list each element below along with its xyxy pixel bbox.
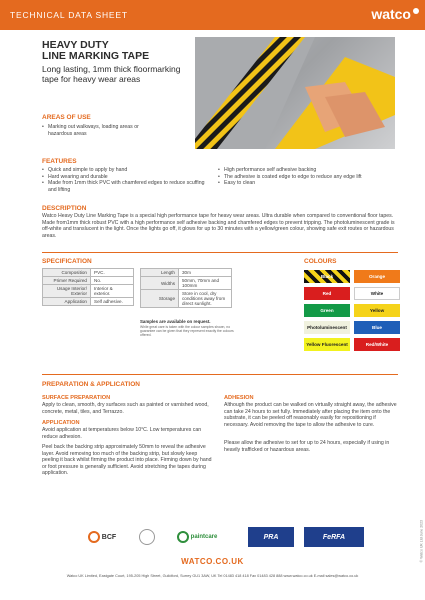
colour-swatch-red-white: Red/White [354,338,400,351]
spec-key: Application [43,298,91,306]
features-right-list [218,167,398,187]
table-row [43,269,134,277]
product-subtitle: Long lasting, 1mm thick floormarking tape for heavy wear areas [42,64,181,84]
colour-swatch-red: Red [304,287,350,300]
spec-key: Widths [141,277,179,290]
list-item: • Made from 1mm thick PVC with chamfered edges to reduce scuffing and lifting [42,180,212,193]
samples-note: While great care is taken with the colour samples shown, no guarantee can be given that they represent exactly the colours offered. [140,325,234,338]
product-title [42,40,192,62]
list-item: • Quick and simple to apply by hand [42,167,212,174]
copyright-note: © Watco UK Ltd June 2023 [419,520,423,563]
product-photo-illustration [195,37,395,149]
samples-title: Samples are available on request. [140,319,211,324]
spec-value: Self adhesive. [91,298,134,306]
spec-key: Composition [43,269,91,277]
areas-of-use-heading: AREAS OF USE [42,114,91,121]
application-heading: APPLICATION [42,420,80,426]
divider [42,374,398,375]
title-line-1: HEAVY DUTY [42,39,109,51]
list-item: • Hard wearing and durable [42,174,212,181]
seal-logo [132,527,162,547]
paintcare-logo-icon [177,531,189,543]
colour-swatch-green: Green [304,304,350,317]
areas-of-use-list [42,124,162,137]
spec-value: Interior & exterior. [91,285,134,298]
spec-value: PVC. [91,269,134,277]
ferfa-logo: FeRFA [304,527,364,547]
specification-heading: SPECIFICATION [42,258,92,265]
surface-preparation-heading: SURFACE PREPARATION [42,395,111,401]
surface-preparation-text: Apply to clean, smooth, dry surfaces such as painted or varnished wood, concrete, metal, tiles, and Terrazzo. [42,402,209,415]
colour-swatch-orange: Orange [354,270,400,283]
accreditation-logos [80,527,370,549]
spec-key: Storage [141,290,179,308]
table-row [43,285,134,298]
title-line-2: LINE MARKING TAPE [42,50,150,62]
application-text-1: Avoid application at temperatures below 10°C. Low temperatures can reduce adhesion. [42,427,202,440]
adhesion-heading: ADHESION [224,395,254,401]
spec-table-left [42,268,134,306]
adhesion-text-1: Although the product can be walked on virtually straight away, the adhesive can take 24 hours to set fully. Immediately after placing the item onto the substrate, it can be peeled off reasonably easily for repositioning if necessary. Avoid removing the tape to allow the adhesive to cure. [224,402,397,428]
header-bar [0,0,425,30]
list-item: • Marking out walkways, loading areas or hazardous areas [42,124,162,137]
website-link[interactable]: WATCO.CO.UK [181,557,244,566]
application-text-2: Peel back the backing strip approximately 50mm to reveal the adhesive layer. Avoid removing too much of the backing strip, but slowly keep peeling it back whilst firming the product into place. Firming down by hand or foot pressure is generally sufficient. Avoid stretching the tapes during application. [42,444,212,477]
paintcare-logo: paintcare [172,527,222,547]
list-item: • Easy to clean [218,180,398,187]
product-photo [195,37,395,149]
table-row [43,277,134,285]
colour-swatch-white: White [354,287,400,300]
seal-icon [139,529,155,545]
table-row [141,277,232,290]
colour-swatch-yellow: Yellow [354,304,400,317]
pra-logo: PRA [248,527,294,547]
bcf-logo-icon [88,531,100,543]
spec-table-right [140,268,232,308]
features-heading: FEATURES [42,158,77,165]
preparation-heading: PREPARATION & APPLICATION [42,381,140,388]
spec-key: Primer Required [43,277,91,285]
table-row [141,269,232,277]
adhesion-text-2: Please allow the adhesive to set for up to 24 hours, especially if using in heavily trafficked or hazardous areas. [224,440,390,453]
colours-heading: COLOURS [304,258,337,265]
bcf-logo: BCF [80,527,124,547]
spec-value: No. [91,277,134,285]
description-heading: DESCRIPTION [42,205,87,212]
spec-value: Store in cool, dry conditions away from direct sunlight. [179,290,232,308]
features-left-list [42,167,212,193]
brand-logo: watco [371,6,411,22]
divider [42,252,398,253]
spec-value: 30m [179,269,232,277]
brand-logo-icon [413,8,419,14]
company-address: Watco UK Limited, Eastgate Court, 195-205 High Street, Guildford, Surrey GU1 3AW, UK Tel 01483 418 418 Fax 01483 428 888 www.watco.co.uk E-mail sales@watco.co.uk [66,574,359,578]
spec-value: 50mm, 70mm and 100mm [179,277,232,290]
colour-swatch-blue: Blue [354,321,400,334]
table-row [43,298,134,306]
list-item: • The adhesive is coated edge to edge to reduce any edge lift [218,174,398,181]
colour-swatch-photoluminescent: Photoluminescent [304,321,350,334]
table-row [141,290,232,308]
spec-key: Usage Interior/ Exterior [43,285,91,298]
colour-swatch-black: Black [304,270,350,283]
spec-key: Length [141,269,179,277]
list-item: • High performance self adhesive backing [218,167,398,174]
colour-swatch-yellow-fluorescent: Yellow Fluorescent [304,338,350,351]
description-text: Watco Heavy Duty Line Marking Tape is a special high performance tape for heavy wear areas. Ultra durable when compared to conventional floor tapes. Made from1mm thick robust PVC with a high performance self adhesive backing and chamfered edges to prevent tripping. The photoluminescent grade is off-white and translucent in the light. Once the lights go off, it glows for up to 30 minutes with a yellow/green colour, showing safe exit routes or hazardous areas. [42,213,395,239]
doc-type-label: TECHNICAL DATA SHEET [10,10,128,20]
